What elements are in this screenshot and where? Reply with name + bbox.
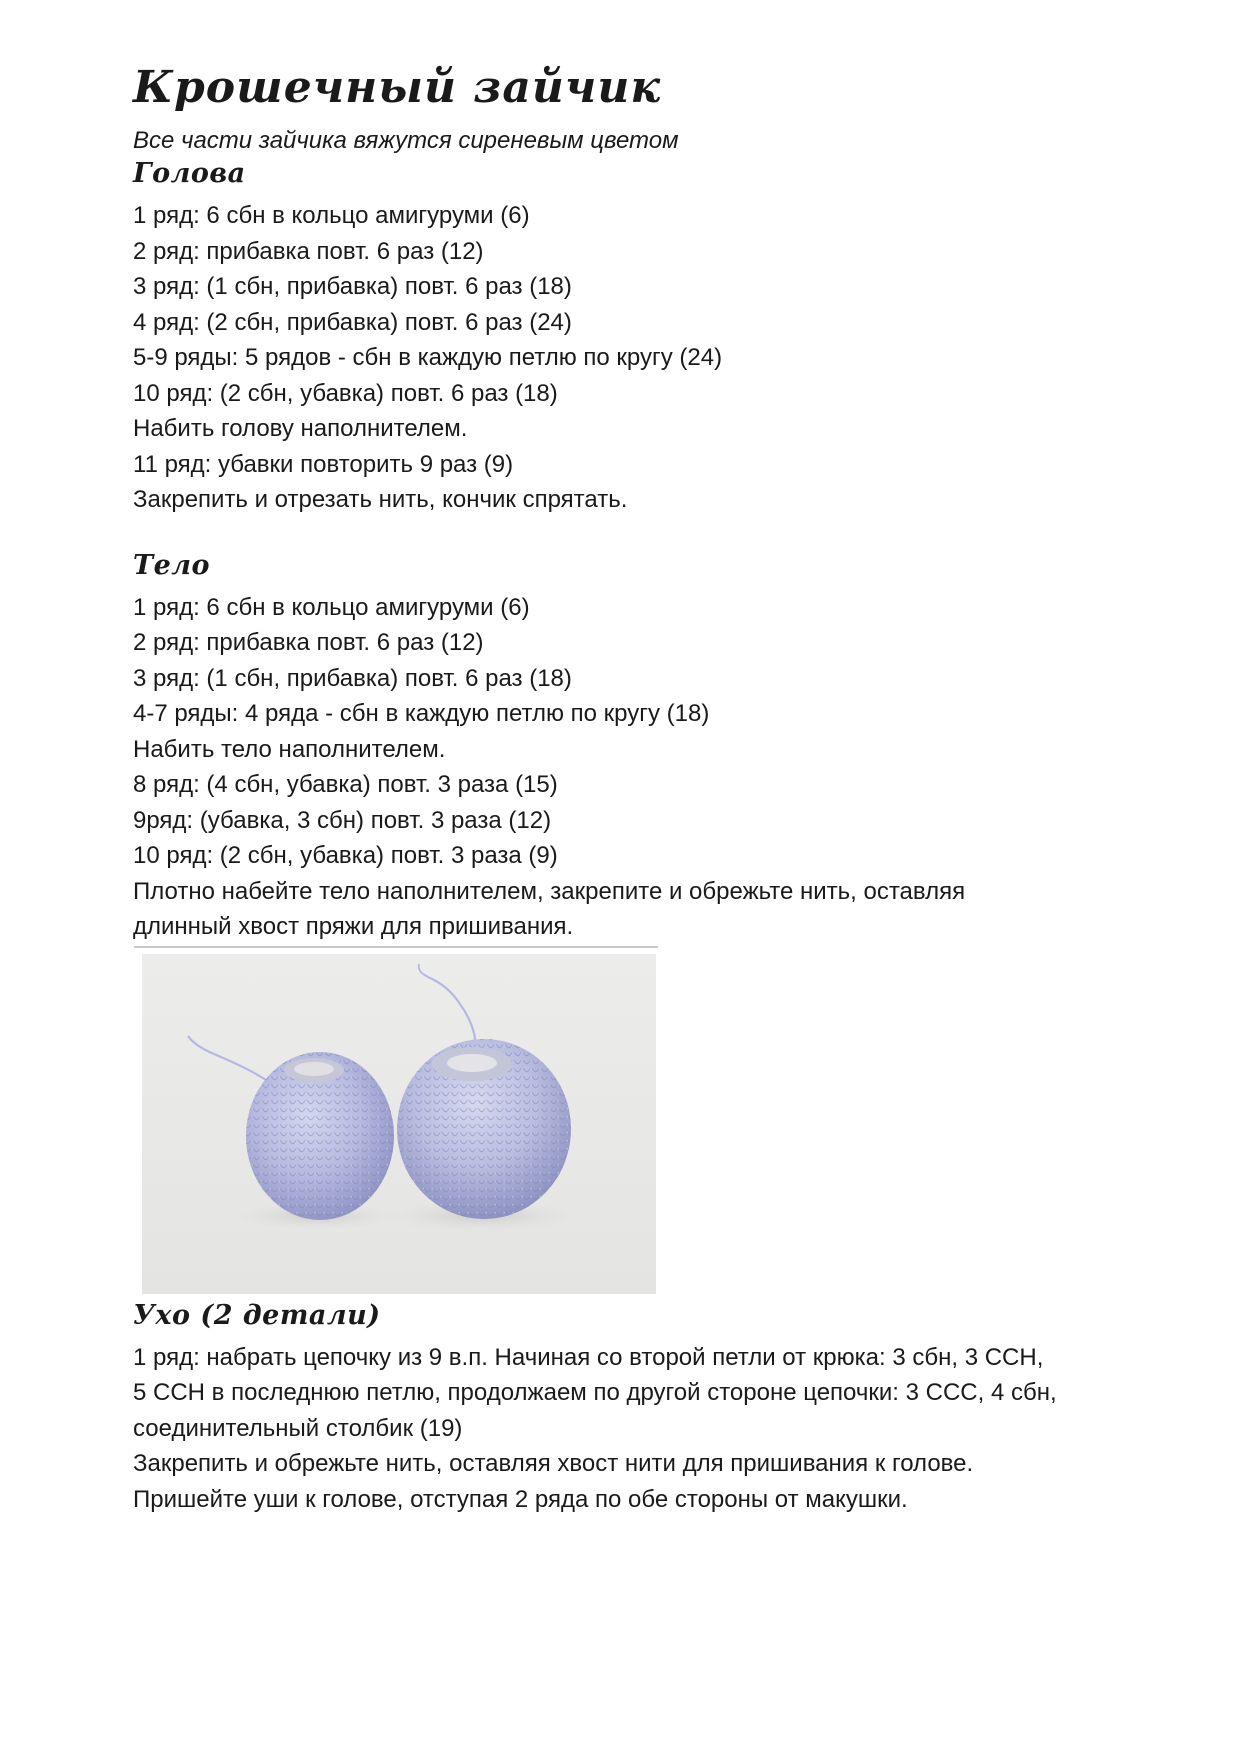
instruction-line: 5-9 ряды: 5 рядов - сбн в каждую петлю по кругу (24) bbox=[133, 344, 723, 371]
ear-instructions bbox=[133, 1340, 1153, 1518]
crochet-ball-left bbox=[246, 1052, 394, 1220]
instruction-line: 2 ряд: прибавка повт. 6 раз (12) bbox=[133, 237, 484, 265]
instruction-line: 10 ряд: (2 сбн, убавка) повт. 6 раз (18) bbox=[133, 379, 558, 407]
body-instructions bbox=[133, 590, 1153, 945]
instruction-line: 9ряд: (убавка, 3 сбн) повт. 3 раза (12) bbox=[133, 806, 552, 834]
head-instructions bbox=[133, 198, 1153, 518]
instruction-line: Закрепить и отрезать нить, кончик спрятать. bbox=[133, 486, 628, 513]
crochet-ball-right bbox=[397, 1039, 571, 1219]
instruction-line: 3 ряд: (1 сбн, прибавка) повт. 6 раз (18) bbox=[133, 664, 572, 692]
crochet-balls-image bbox=[142, 954, 656, 1294]
instruction-line: Закрепить и обрежьте нить, оставляя хвост нити для пришивания к голове. bbox=[133, 1450, 974, 1477]
instruction-line: 4 ряд: (2 сбн, прибавка) повт. 6 раз (24) bbox=[133, 308, 572, 336]
photo-top-border bbox=[134, 946, 658, 948]
instruction-line: 8 ряд: (4 сбн, убавка) повт. 3 раза (15) bbox=[133, 771, 558, 798]
body-section-title: Тело bbox=[133, 549, 211, 581]
instruction-line: соединительный столбик (19) bbox=[133, 1414, 463, 1442]
document-subtitle: Все части зайчика вяжутся сиреневым цветом bbox=[133, 127, 679, 154]
document-content bbox=[133, 58, 1153, 1517]
instruction-line: Набить тело наполнителем. bbox=[133, 735, 446, 763]
ear-section-title: Ухо (2 детали) bbox=[133, 1299, 381, 1331]
crochet-photo bbox=[134, 946, 658, 1288]
instruction-line: 11 ряд: убавки повторить 9 раз (9) bbox=[133, 450, 514, 478]
instruction-line: длинный хвост пряжи для пришивания. bbox=[133, 913, 574, 940]
document-title: Крошечный зайчик bbox=[133, 62, 662, 113]
instruction-line: Пришейте уши к голове, отступая 2 ряда по обе стороны от макушки. bbox=[133, 1485, 908, 1513]
head-section bbox=[133, 154, 1153, 518]
instruction-line: 4-7 ряды: 4 ряда - сбн в каждую петлю по кругу (18) bbox=[133, 700, 710, 727]
body-section bbox=[133, 546, 1153, 945]
ear-section bbox=[133, 1296, 1153, 1518]
instruction-line: 5 ССН в последнюю петлю, продолжаем по другой стороне цепочки: 3 ССС, 4 сбн, bbox=[133, 1379, 1057, 1406]
instruction-line: 1 ряд: 6 сбн в кольцо амигуруми (6) bbox=[133, 593, 530, 621]
head-section-title: Голова bbox=[133, 158, 246, 189]
instruction-line: 1 ряд: 6 сбн в кольцо амигуруми (6) bbox=[133, 202, 530, 229]
instruction-line: 1 ряд: набрать цепочку из 9 в.п. Начиная со второй петли от крюка: 3 сбн, 3 ССН, bbox=[133, 1343, 1044, 1371]
instruction-line: Набить голову наполнителем. bbox=[133, 415, 468, 442]
instruction-line: Плотно набейте тело наполнителем, закрепите и обрежьте нить, оставляя bbox=[133, 877, 966, 905]
instruction-line: 3 ряд: (1 сбн, прибавка) повт. 6 раз (18) bbox=[133, 273, 572, 300]
instruction-line: 10 ряд: (2 сбн, убавка) повт. 3 раза (9) bbox=[133, 842, 558, 869]
instruction-line: 2 ряд: прибавка повт. 6 раз (12) bbox=[133, 629, 484, 656]
